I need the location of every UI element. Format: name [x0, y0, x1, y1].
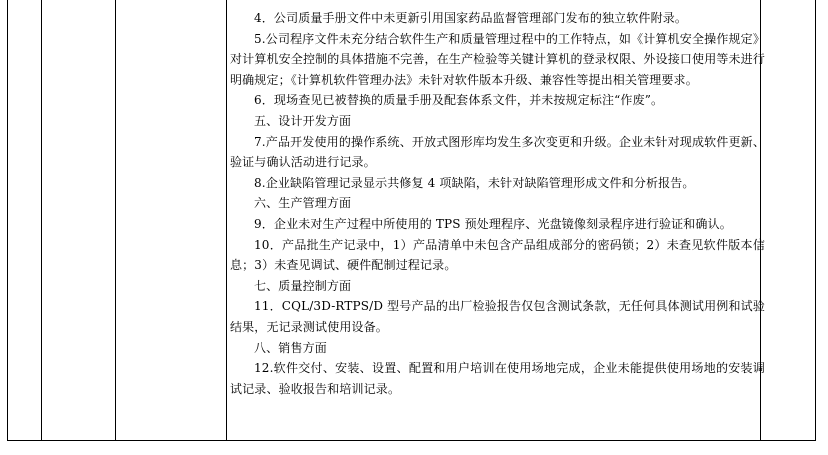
finding-paragraph-7: 7.产品开发使用的操作系统、开放式图形库均发生多次变更和升级。企业未针对现成软件更新、验证与确认活动进行记录。	[230, 134, 765, 170]
finding-paragraph-8: 8.企业缺陷管理记录显示共修复 4 项缺陷，未针对缺陷管理形成文件和分析报告。	[254, 175, 695, 190]
finding-paragraph-12: 12.软件交付、安装、设置、配置和用户培训在使用场地完成，企业未能提供使用场地的安装调试记录、验收报告和培训记录。	[230, 361, 765, 396]
section-heading-design-development: 五、设计开发方面	[254, 113, 352, 128]
section-heading-sales: 八、销售方面	[254, 340, 327, 355]
finding-paragraph-10: 10．产品批生产记录中，1）产品清单中未包含产品组成部分的密码锁；2）未查见软件版本信息；3）未查见调试、硬件配制过程记录。	[230, 237, 765, 273]
section-heading-quality-control: 七、质量控制方面	[254, 278, 352, 293]
finding-paragraph-9: 9．企业未对生产过程中所使用的 TPS 预处理程序、光盘镜像刻录程序进行验证和确认。	[254, 216, 732, 231]
finding-paragraph-6: 6．现场查见已被替换的质量手册及配套体系文件，并未按规定标注“作废”。	[254, 93, 664, 108]
column-divider-3	[226, 0, 227, 440]
finding-paragraph-4: 4．公司质量手册文件中未更新引用国家药品监督管理部门发布的独立软件附录。	[254, 11, 688, 25]
finding-paragraph-5: 5.公司程序文件未充分结合软件生产和质量管理过程中的工作特点，如《计算机安全操作规定》对计算机安全控制的具体措施不完善，在生产检验等关键计算机的登录权限、外设接口使用等未进行明确规定；《计算机软件管理办法》未针对软件版本升级、兼容性等提出相关管理要求。	[230, 31, 765, 87]
findings-text-cell	[230, 8, 765, 399]
section-heading-production-management: 六、生产管理方面	[254, 196, 352, 211]
column-divider-1	[41, 0, 42, 440]
finding-paragraph-11: 11．CQL/3D-RTPS/D 型号产品的出厂检验报告仅包含测试条款，无任何具体测试用例和试验结果，无记录测试使用设备。	[230, 299, 765, 334]
findings-table	[7, 0, 816, 441]
column-divider-2	[115, 0, 116, 440]
